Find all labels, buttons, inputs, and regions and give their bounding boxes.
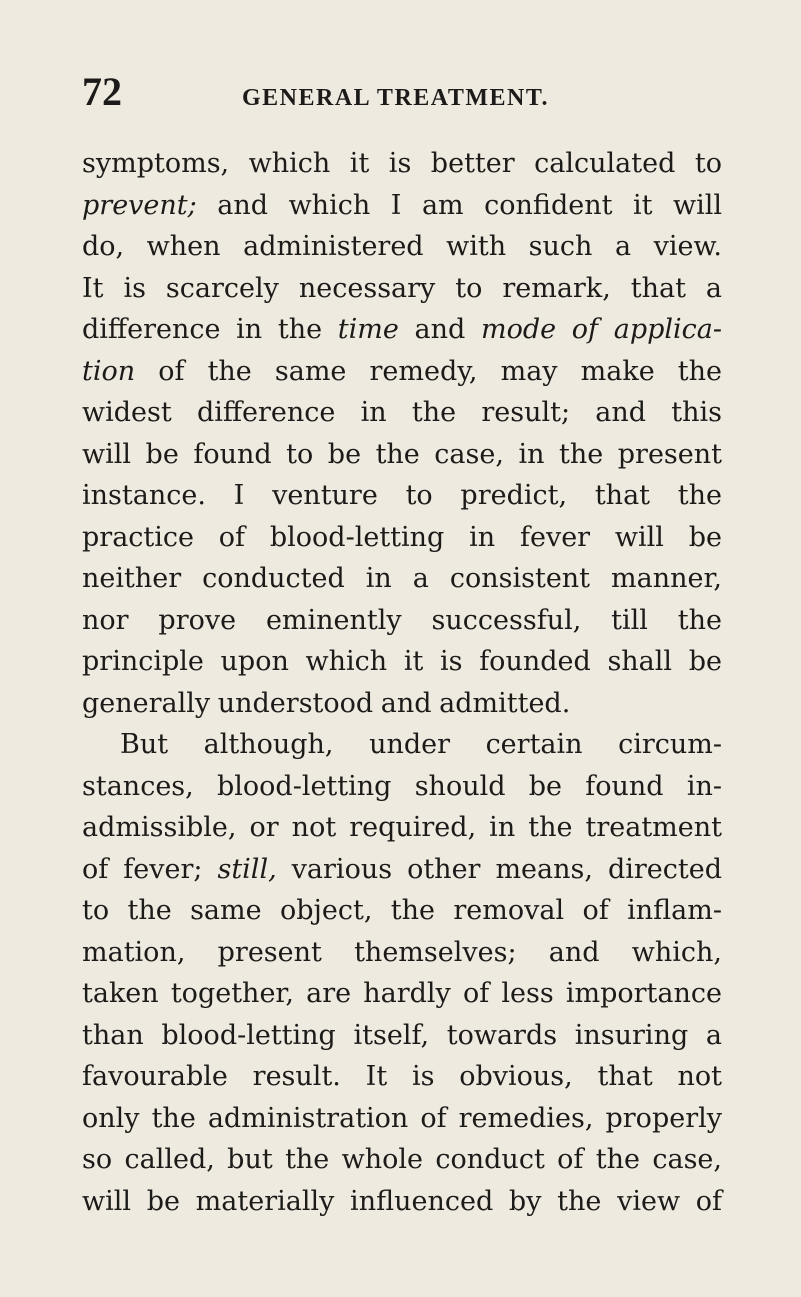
text-line: neither conducted in a consistent manner, — [82, 563, 722, 594]
text-line: nor prove eminently successful, till the — [82, 604, 722, 636]
text-line: than blood-letting itself, towards insuring a — [82, 1019, 722, 1051]
text-line: generally understood and admitted. — [82, 687, 571, 719]
text-line: admissible, or not required, in the treatment — [82, 812, 722, 843]
page-number: 72 — [82, 69, 122, 114]
text-line: widest difference in the result; and this — [82, 397, 722, 428]
text-line: instance. I venture to predict, that the — [82, 480, 722, 511]
text-line — [82, 351, 722, 393]
text-line: do, when administered with such a view. — [82, 231, 722, 262]
text-line — [82, 849, 722, 891]
italic-text: still, — [217, 853, 277, 885]
italic-text: tion — [82, 355, 136, 387]
text-line: mation, present themselves; and which, — [82, 936, 722, 968]
text-line: to the same object, the removal of inflam- — [82, 895, 722, 926]
text-line: stances, blood-letting should be found in- — [82, 770, 722, 802]
text-segment: of fever; — [82, 853, 218, 885]
text-segment: of the same remedy, may make the — [135, 355, 722, 387]
page-header — [82, 69, 742, 114]
text-segment: difference in the — [82, 314, 338, 345]
text-line: will be found to be the case, in the present — [82, 438, 722, 470]
text-line — [82, 309, 722, 351]
text-line: will be materially influenced by the view of — [82, 1185, 722, 1217]
italic-text: time — [337, 314, 399, 345]
text-line: It is scarcely necessary to remark, that a — [82, 272, 722, 304]
running-head: GENERAL TREATMENT. — [242, 85, 550, 111]
text-line: taken together, are hardly of less importance — [82, 978, 722, 1009]
text-segment: and — [398, 314, 481, 345]
italic-text: mode of applica- — [480, 314, 723, 345]
text-line: practice of blood-letting in fever will be — [82, 521, 722, 553]
text-segment: and which I am confident it will — [196, 189, 722, 221]
text-line: favourable result. It is obvious, that not — [82, 1061, 722, 1092]
paragraph-start-line: But although, under certain circum- — [120, 729, 722, 760]
text-line: only the administration of remedies, properly — [82, 1102, 722, 1134]
text-line: principle upon which it is founded shall be — [82, 646, 722, 677]
body-text — [82, 143, 722, 1222]
italic-text: prevent; — [82, 189, 197, 221]
text-line: so called, but the whole conduct of the case, — [82, 1144, 722, 1175]
text-segment: various other means, directed — [276, 853, 722, 885]
text-line: symptoms, which it is better calculated to — [82, 148, 722, 179]
text-line — [82, 185, 722, 227]
